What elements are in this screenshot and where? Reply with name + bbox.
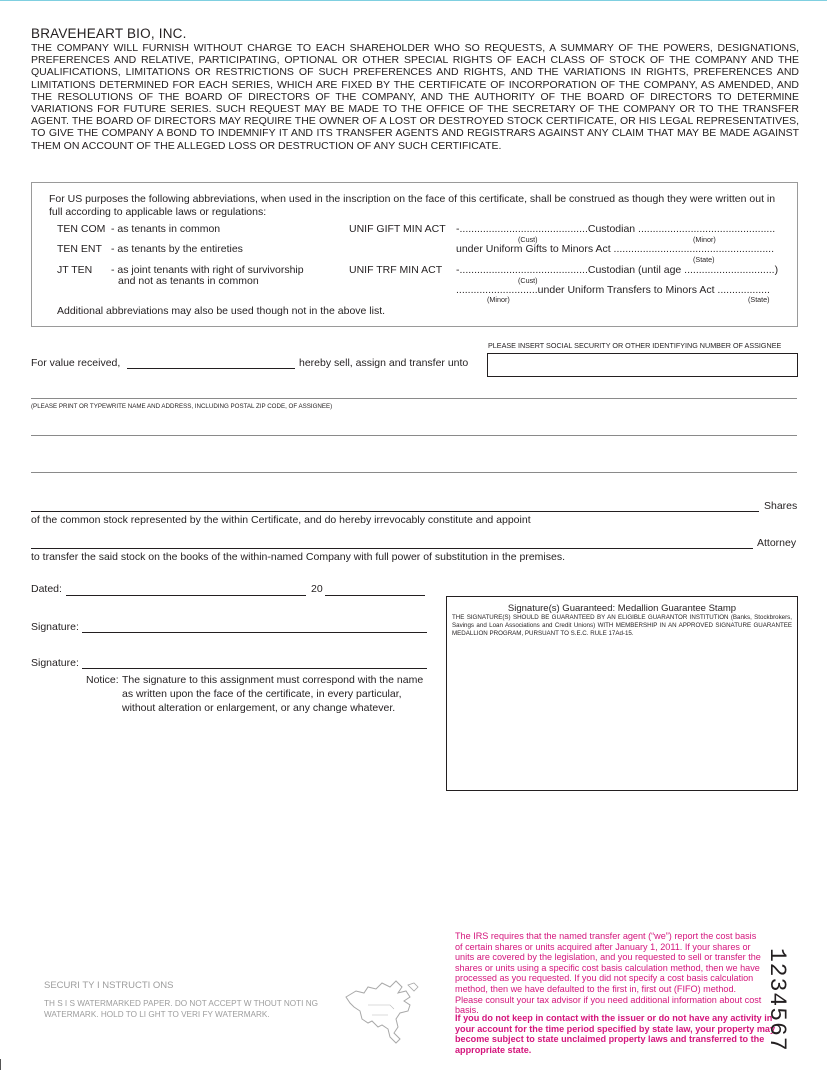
guarantee-body: THE SIGNATURE(S) SHOULD BE GUARANTEED BY AN ELIGIBLE GUARANTOR INSTITUTION (Banks, Stockbrokers, Savings and Loan Associations and Credit Unions) WITH MEMBERSHIP IN AN APPROVED SIGNATURE GUARANTEE MEDALLION PROGRAM, PURSUANT TO S.E.C. RULE 17Ad-15. (452, 614, 792, 637)
value-received-blank[interactable] (127, 368, 295, 369)
jt-ten-label: JT TEN (57, 264, 93, 276)
substitution-text: to transfer the said stock on the books of the within-named Company with full power of substitution in the premises. (31, 551, 566, 563)
common-stock-text: of the common stock represented by the within Certificate, and do hereby irrevocably constitute and appoint (31, 514, 531, 526)
year-prefix: 20 (311, 583, 323, 595)
certificate-number: 1234567 (764, 948, 790, 1052)
assignee-name-line[interactable] (31, 398, 797, 399)
dated-blank[interactable] (66, 595, 306, 596)
signature-line-1[interactable] (82, 632, 427, 633)
notice-line-2: as written upon the face of the certificate, in every particular, (122, 688, 402, 700)
unclaimed-property-notice: If you do not keep in contact with the issuer or do not have any activity in your account for the time period specified by state law, your property may become subject to state unclaimed property laws and transferred to the appropriate state. (455, 1013, 776, 1055)
company-name: BRAVEHEART BIO, INC. (31, 26, 187, 41)
shares-label: Shares (764, 500, 798, 512)
assignee-ssn-field[interactable] (487, 353, 798, 377)
attorney-label: Attorney (757, 537, 797, 549)
guarantee-title: Signature(s) Guaranteed: Medallion Guarantee Stamp (507, 603, 737, 614)
unif-gift-line-2: under Uniform Gifts to Minors Act ....................................................... (456, 243, 774, 255)
unif-gift-line-1: -............................................Custodian ............................................... (456, 223, 776, 235)
ten-com-desc: - as tenants in common (111, 223, 221, 235)
notice-line-3: without alteration or enlargement, or any change whatever. (122, 702, 396, 714)
minor-caption-1: (Minor) (693, 235, 716, 244)
state-caption-2: (State) (748, 295, 770, 304)
assignee-address-line-2[interactable] (31, 472, 797, 473)
ten-ent-label: TEN ENT (57, 243, 102, 255)
dated-label: Dated: (31, 583, 62, 595)
cust-caption-1: (Cust) (518, 235, 538, 244)
shareholder-rights-text: THE COMPANY WILL FURNISH WITHOUT CHARGE TO EACH SHAREHOLDER WHO SO REQUESTS, A SUMMARY OF THE POWERS, DESIGNATIONS, PREFERENCES AND RELATIVE, PARTICIPATING, OPTIONAL OR OTHER SPECIAL RIGHTS OF EACH CLASS OF STOCK OF THE COMPANY AND THE QUALIFICATIONS, LIMITATIONS OR RESTRICTIONS OF SUCH PREFERENCES AND RIGHTS, AND THE VARIATIONS IN RIGHTS, PREFERENCES AND LIMITATIONS DETERMINED FOR EACH SERIES, WHICH ARE FIXED BY THE CERTIFICATE OF INCORPORATION OF THE COMPANY, AS AMENDED, AND THE RESOLUTIONS OF THE BOARD OF DIRECTORS OF THE COMPANY, AND THE AUTHORITY OF THE BOARD OF DIRECTORS TO DETERMINE VARIATIONS FOR FUTURE SERIES. SUCH REQUEST MAY BE MADE TO THE OFFICE OF THE SECRETARY OF THE COMPANY OR TO THE TRANSFER AGENT. THE BOARD OF DIRECTORS MAY REQUIRE THE OWNER OF A LOST OR DESTROYED STOCK CERTIFICATE, OR HIS LEGAL REPRESENTATIVES, TO GIVE THE COMPANY A BOND TO INDEMNIFY IT AND ITS TRANSFER AGENTS AND REGISTRARS AGAINST ANY CLAIM THAT MAY BE MADE AGAINST THEM ON ACCOUNT OF THE ALLEGED LOSS OR DESTRUCTION OF ANY SUCH CERTIFICATE. (31, 42, 799, 152)
additional-abbreviations: Additional abbreviations may also be used though not in the above list. (57, 305, 386, 317)
hereby-sell-text: hereby sell, assign and transfer unto (299, 357, 469, 369)
notice-line-1: The signature to this assignment must correspond with the name (122, 674, 424, 686)
abbreviations-intro: For US purposes the following abbreviations, when used in the inscription on the face of this certificate, shall be construed as though they were written out in full according to applicable laws or regulations: (49, 193, 776, 218)
jt-ten-desc-1: - as joint tenants with right of survivorship (111, 264, 304, 276)
unif-trf-line-2: ............................under Uniform Transfers to Minors Act .................. (456, 284, 770, 296)
state-caption-1: (State) (693, 255, 715, 264)
security-line-1: TH S I S WATERMARKED PAPER. DO NOT ACCEPT W THOUT NOTI NG (44, 999, 319, 1008)
cust-caption-2: (Cust) (518, 276, 538, 285)
signature-label-2: Signature: (31, 657, 79, 669)
assignee-address-line-1[interactable] (31, 435, 797, 436)
unif-gift-label: UNIF GIFT MIN ACT (349, 223, 446, 235)
irs-cost-basis-notice: The IRS requires that the named transfer agent (“we”) report the cost basis of certain shares or units acquired after January 1, 2011. If your shares or units are covered by the legislation, and you requested to sell or transfer the shares or units using a specific cost basis calculation method, then we have processed as you requested. If you did not specify a cost basis calculation method, then we have defaulted to the first in, first out (FIFO) method. Please consult your tax advisor if you need additional information about cost basis. (455, 931, 762, 1016)
ssn-label: PLEASE INSERT SOCIAL SECURITY OR OTHER IDENTIFYING NUMBER OF ASSIGNEE (488, 341, 782, 350)
attorney-blank[interactable] (31, 548, 753, 549)
notice-label: Notice: (86, 674, 119, 686)
value-received-text: For value received, (31, 357, 121, 369)
top-rule (0, 0, 827, 1)
north-america-map-icon (338, 975, 442, 1047)
edge-mark (0, 1059, 1, 1070)
year-blank[interactable] (325, 595, 425, 596)
signature-line-2[interactable] (82, 668, 427, 669)
print-name-caption: (PLEASE PRINT OR TYPEWRITE NAME AND ADDRESS, INCLUDING POSTAL ZIP CODE, OF ASSIGNEE) (31, 403, 333, 410)
security-title: SECURI TY I NSTRUCTI ONS (44, 980, 174, 991)
shares-blank[interactable] (31, 511, 759, 512)
ten-com-label: TEN COM (57, 223, 106, 235)
signature-label-1: Signature: (31, 621, 79, 633)
ten-ent-desc: - as tenants by the entireties (111, 243, 243, 255)
unif-trf-line-1: -............................................Custodian (until age ...............................) (456, 264, 779, 276)
security-line-2: WATERMARK. HOLD TO LI GHT TO VERI FY WATERMARK. (44, 1010, 270, 1019)
minor-caption-2: (Minor) (487, 295, 510, 304)
jt-ten-desc-2: and not as tenants in common (118, 275, 259, 287)
medallion-guarantee-box[interactable] (446, 596, 798, 791)
unif-trf-label: UNIF TRF MIN ACT (349, 264, 443, 276)
